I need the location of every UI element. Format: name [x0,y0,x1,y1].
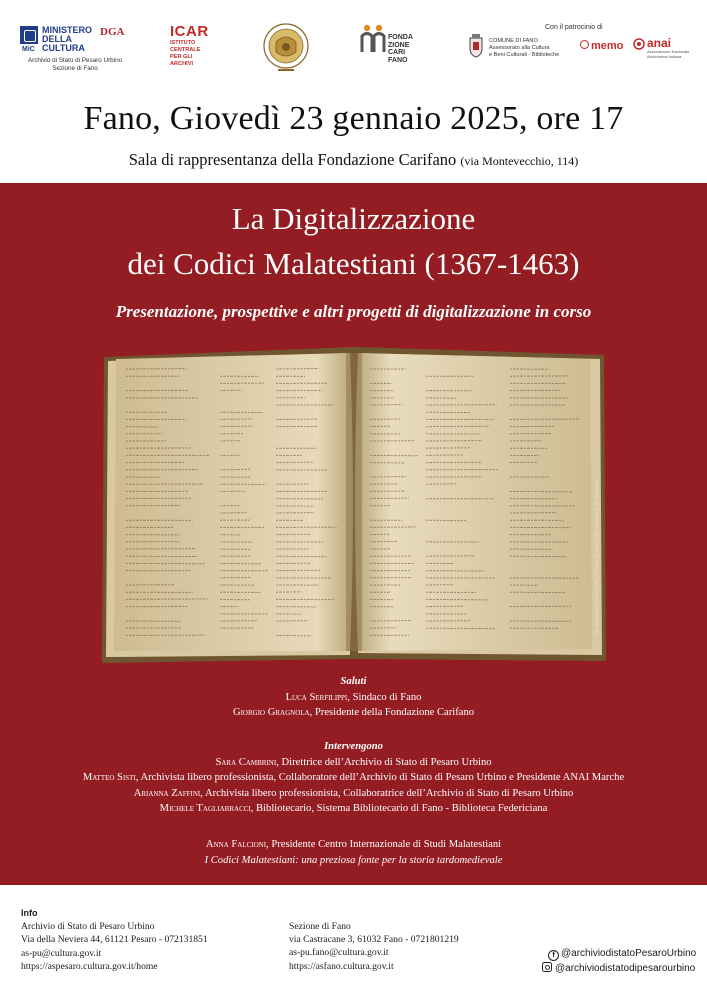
instagram-handle: @archiviodistatodipesarourbino [555,963,696,974]
speaker-name: Michele Tagliabracci [159,803,251,815]
speaker-role: , Sindaco di Fano [347,691,422,703]
instagram-icon [542,962,552,972]
fondazione-line2: ZIONE [388,41,410,49]
mic-line2: DELLA [42,34,72,44]
facebook-icon: f [548,950,559,961]
speaker-name: Giorgio Gragnola [232,707,310,719]
speaker-role: , Presidente della Fondazione Carifano [309,707,475,719]
fondazione-text [388,34,413,64]
saluti-section [0,674,707,721]
interventi-section [0,739,707,817]
event-date: Fano, Giovedì 23 gennaio 2025, ore 17 [83,100,624,137]
interventi-item-2 [0,770,707,786]
fondazione-line1: FONDA [388,34,413,41]
saluti-heading: Saluti [340,676,367,687]
speaker-name: Luca Serfilippi [285,691,348,703]
mic-tag: MiC [22,46,35,53]
info-label: Info [21,908,38,918]
anai-sub1: Associazione Nazionale [647,49,690,54]
comune-line1: COMUNE DI FANO [489,38,538,44]
icar-title: ICAR [170,23,209,40]
saluti-item-1 [0,690,707,706]
icar-line4: ARCHIVI [170,61,193,67]
section-website[interactable]: https://asfano.cultura.gov.it [289,960,394,972]
fondazione-line3: CARI [388,49,406,56]
photo-credit: Sezione di Archivio di Stato di Fano, Codice malatestiano 43 [593,479,600,636]
anai-text: anai [647,36,672,50]
archive-name: Archivio di Stato di Pesaro Urbino [21,921,155,933]
comune-shield-icon [467,34,485,58]
icar-line2: CENTRALE [170,47,201,53]
memo-logo [580,40,623,52]
mic-emblem-icon [20,26,38,44]
comune-fano-logo [467,34,577,70]
venue-name: Sala di rappresentanza della Fondazione Carifano [128,150,457,169]
facebook-link[interactable] [548,948,696,961]
icar-line3: PER GLI [170,54,193,60]
speaker-role: , Archivista libero professionista, Collaboratrice dell’Archivio di Stato di Pesaro Urbino [200,787,574,799]
anai-sub2: Archivistica Italiana [647,54,682,59]
speaker-role: , Archivista libero professionista, Collaboratore dell’Archivio di Stato di Pesaro Urbino e Presidente ANAI Marche [135,772,625,784]
mic-sub2: Sezione di Fano [52,65,98,72]
title-line2: dei Codici Malatestiani (1367-1463) [127,246,580,281]
studi-malatestiani-seal-icon [262,22,310,74]
manuscript-line [370,628,396,629]
fondazione-line4: FANO [388,56,408,64]
section-address: via Castracane 3, 61032 Fano - 0721801219 [289,934,459,946]
closing-speaker [0,837,707,853]
speaker-role: , Bibliotecario, Sistema Bibliotecario di Fano - Biblioteca Federiciana [250,803,548,815]
saluti-item-2 [0,705,707,721]
icar-logo [170,24,230,74]
anai-subtitle [647,49,689,59]
speaker-name: Sara Cambrini [215,756,277,768]
subtitle: Presentazione, prospettive e altri progetti di digitalizzazione in corso [115,302,592,321]
anai-mark-icon [633,38,645,50]
memo-mark-icon [580,40,589,49]
interventi-item-4 [0,801,707,817]
comune-line3: e Beni Culturali - Biblioteche [489,52,560,58]
logo-bar [0,0,707,80]
archive-website[interactable]: https://aspesaro.cultura.gov.it/home [21,960,158,972]
instagram-link[interactable] [542,962,695,974]
codex-photo [100,345,608,667]
fondazione-figures-icon [360,24,386,54]
archive-email[interactable]: as-pu@cultura.gov.it [21,947,102,959]
closing-talk-title: I Codici Malatestiani: una preziosa fonte per la storia tardomedievale [204,854,503,866]
ministero-cultura-logo [20,26,130,74]
section-name: Sezione di Fano [289,921,351,932]
comune-line2: Assessorato alla Cultura [489,45,550,51]
mic-line1: MINISTERO [42,25,93,35]
patrocinio-label: Con il patrocinio di [545,24,603,31]
interventi-heading: Intervengono [324,741,383,752]
main-panel [0,183,707,885]
venue-address: (via Montevecchio, 114) [460,154,579,168]
speaker-role: , Direttrice dell’Archivio di Stato di Pesaro Urbino [276,756,492,768]
section-email[interactable]: as-pu.fano@cultura.gov.it [289,947,389,959]
event-venue [0,150,707,171]
speaker-name: Anna Falcioni [205,839,267,850]
closing-section [0,837,707,868]
speaker-name: Arianna Zaffini [133,787,201,799]
facebook-handle: @archiviodistatoPesaroUrbino [561,948,697,959]
mic-line3: CULTURA [42,43,85,53]
interventi-item-3 [0,786,707,802]
archive-address: Via della Neviera 44, 61121 Pesaro - 072131851 [21,934,208,946]
speaker-name: Matteo Sisti [82,772,136,784]
memo-text: memo [591,40,624,52]
footer-info [21,907,208,973]
fondazione-carifano-logo [360,24,420,74]
dga-logo: DGA [100,26,125,38]
icar-line1: ISTITUTO [170,40,196,46]
comune-text [489,38,559,59]
title-line1: La Digitalizzazione [231,201,476,236]
footer-section-fano [289,920,459,973]
mic-sub1: Archivio di Stato di Pesaro Urbino [27,57,123,64]
interventi-item-1 [0,755,707,771]
speaker-role: , Presidente Centro Internazionale di Studi Malatestiani [266,839,502,850]
